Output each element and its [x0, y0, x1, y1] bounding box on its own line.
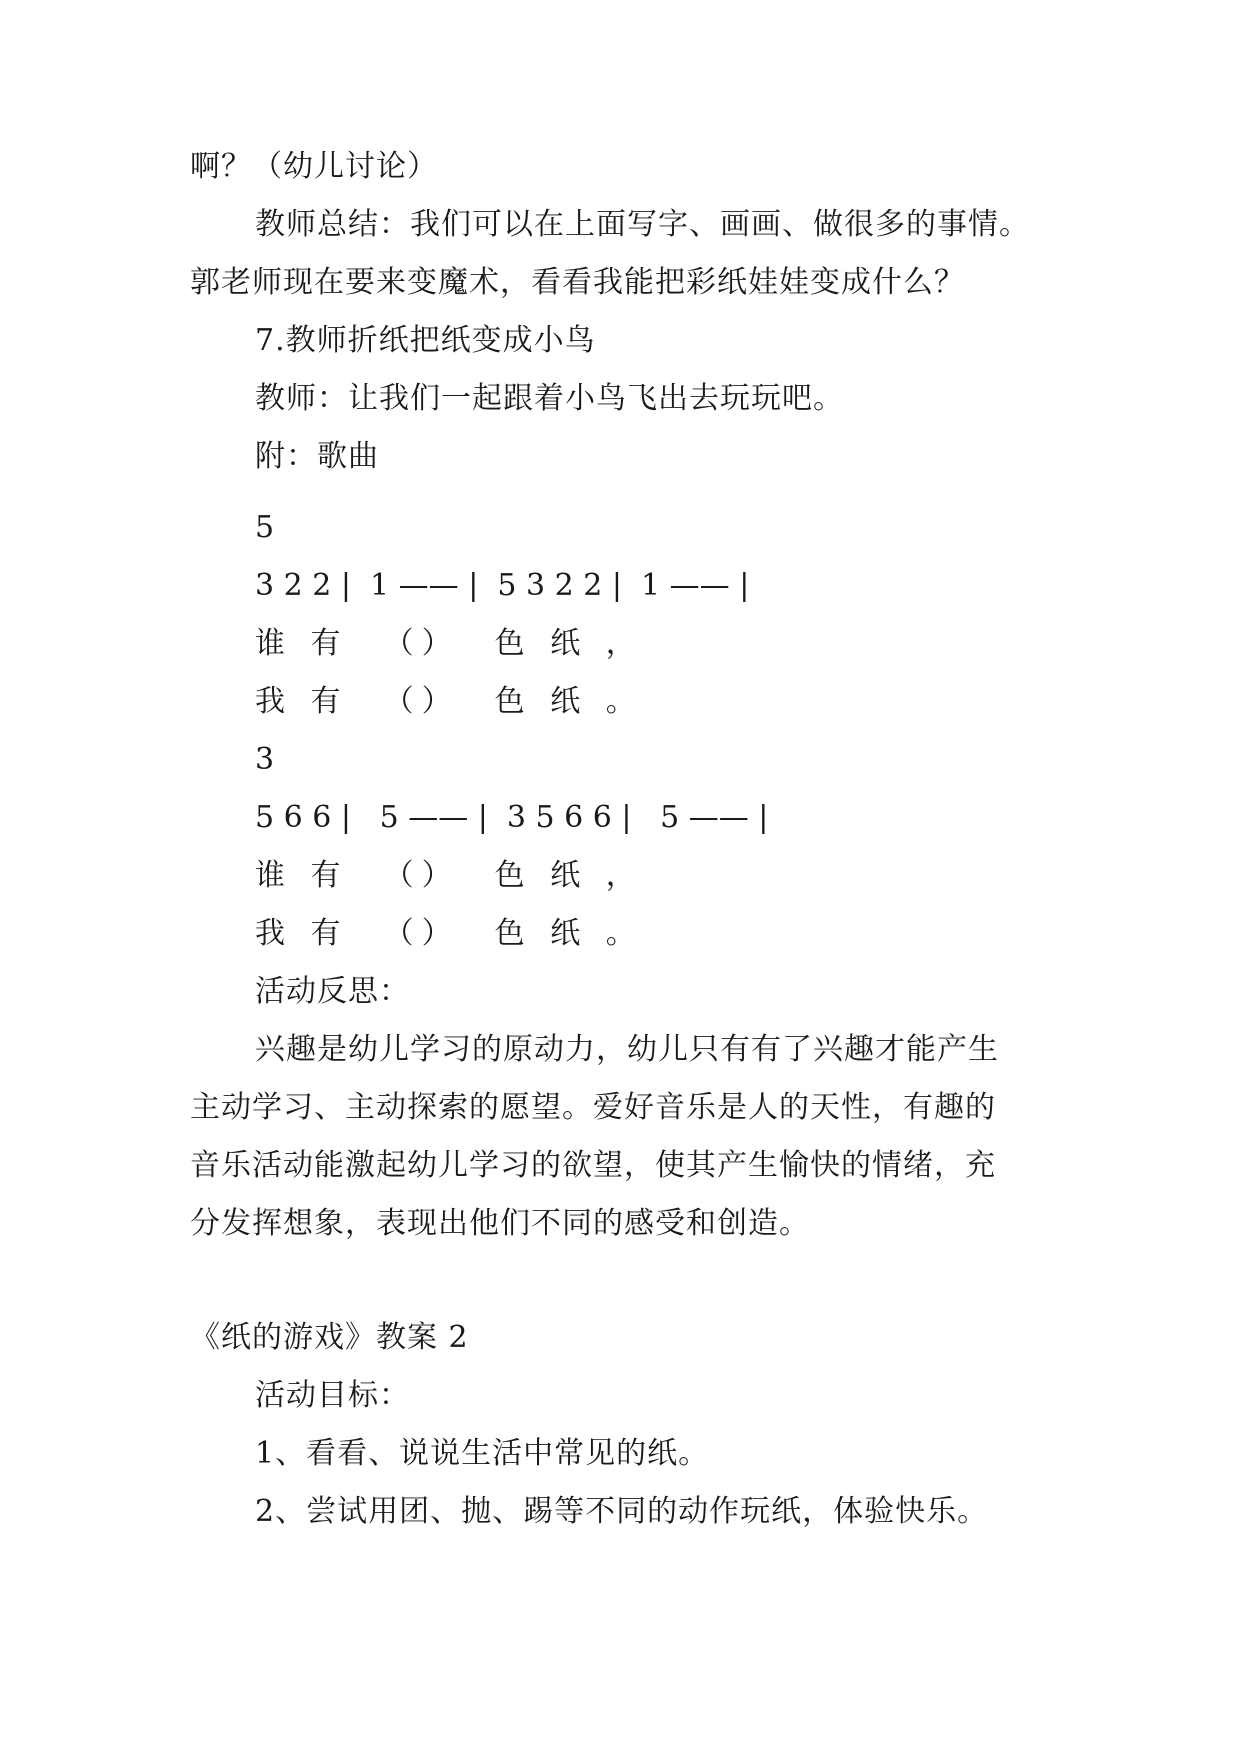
section-label: 活动目标：	[255, 1378, 410, 1413]
text-line: 教师：让我们一起跟着小鸟飞出去玩玩吧。	[255, 381, 844, 416]
text-line: 郭老师现在要来变魔术，看看我能把彩纸娃娃变成什么？	[190, 265, 965, 300]
notation-line: 5	[255, 510, 275, 545]
text-line: 音乐活动能激起幼儿学习的欲望，使其产生愉快的情绪，充	[190, 1148, 996, 1183]
section-label: 附：歌曲	[255, 439, 379, 474]
notation-line: 5 6 6 | 5 —— | 3 5 6 6 | 5 —— |	[255, 800, 769, 835]
lyric-line: 谁 有 （） 色 纸 ，	[255, 858, 644, 893]
list-item: 1、看看、说说生活中常见的纸。	[255, 1436, 710, 1471]
section-label: 活动反思：	[255, 974, 410, 1009]
text-line: 教师总结：我们可以在上面写字、画画、做很多的事情。	[255, 207, 1030, 242]
notation-line: 3	[255, 742, 275, 777]
lyric-line: 谁 有 （） 色 纸 ，	[255, 626, 644, 661]
lyric-line: 我 有 （） 色 纸 。	[255, 684, 644, 719]
text-line: 分发挥想象，表现出他们不同的感受和创造。	[190, 1206, 810, 1241]
text-line: 啊？（幼儿讨论）	[190, 149, 438, 184]
list-item: 2、尝试用团、抛、踢等不同的动作玩纸，体验快乐。	[255, 1494, 989, 1529]
lyric-line: 我 有 （） 色 纸 。	[255, 916, 644, 951]
notation-line: 3 2 2 | 1 —— | 5 3 2 2 | 1 —— |	[255, 568, 750, 603]
list-item: 7.教师折纸把纸变成小鸟	[255, 323, 596, 358]
text-line: 兴趣是幼儿学习的原动力，幼儿只有有了兴趣才能产生	[255, 1032, 999, 1067]
section-title: 《纸的游戏》教案 2	[190, 1320, 469, 1355]
text-line: 主动学习、主动探索的愿望。爱好音乐是人的天性，有趣的	[190, 1090, 996, 1125]
